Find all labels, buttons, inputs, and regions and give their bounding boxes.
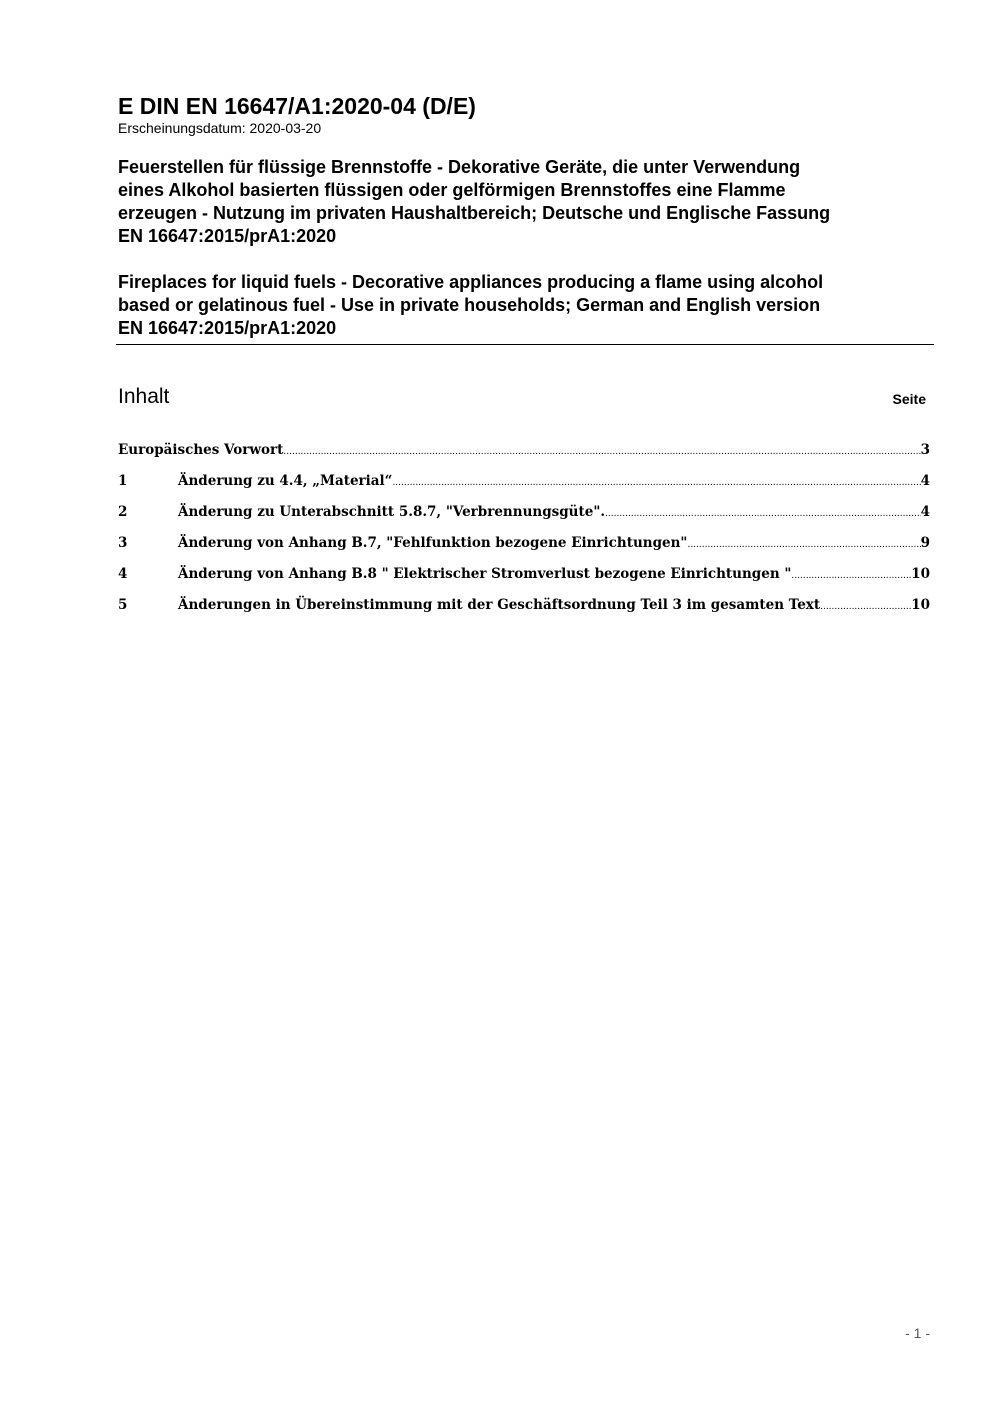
toc-dot-leader [392, 469, 920, 495]
toc-entry-title: Änderungen in Übereinstimmung mit der Geschäftsordnung Teil 3 im gesamten Text [178, 597, 821, 613]
toc-entry-number: 2 [118, 504, 128, 520]
toc-entry-title: Europäisches Vorwort [118, 442, 284, 458]
toc-entry-title: Änderung von Anhang B.8 " Elektrischer Stromverlust bezogene Einrichtungen " [178, 566, 792, 582]
toc-dot-leader [687, 531, 920, 557]
toc-entry-4[interactable] [118, 562, 930, 593]
toc-page-label: Seite [892, 391, 926, 407]
toc-entry-page: 9 [920, 535, 930, 551]
toc-entry-5[interactable] [118, 593, 930, 624]
header-divider [116, 344, 934, 345]
toc-entry-page: 4 [920, 504, 930, 520]
page-number: - 1 - [905, 1325, 930, 1341]
toc-entry-page: 3 [920, 442, 930, 458]
toc-dot-leader [820, 593, 911, 619]
toc-header [118, 384, 926, 412]
toc-heading: Inhalt [118, 385, 170, 408]
toc-entry-number: 4 [118, 566, 128, 582]
toc-dot-leader [605, 500, 921, 526]
toc-entry-2[interactable] [118, 500, 930, 531]
document-id: E DIN EN 16647/A1:2020-04 (D/E) [118, 93, 476, 119]
document-header [118, 92, 934, 340]
toc-dot-leader [791, 562, 911, 588]
publication-date: Erscheinungsdatum: 2020-03-20 [118, 120, 322, 136]
toc-entry-number: 5 [118, 597, 128, 613]
toc-entry-page: 10 [911, 566, 930, 582]
title-english: Fireplaces for liquid fuels - Decorative appliances producing a flame using alcohol based or gelatinous fuel - Use in private households; German and English version EN 16647:2015/prA1:2020 [118, 272, 824, 338]
toc-entry-number: 3 [118, 535, 128, 551]
toc-entry-1[interactable] [118, 469, 930, 500]
toc-entry-page: 4 [920, 473, 930, 489]
toc-entry-foreword[interactable] [118, 438, 930, 469]
toc-entry-title: Änderung von Anhang B.7, "Fehlfunktion bezogene Einrichtungen" [178, 535, 688, 551]
toc-entry-title: Änderung zu Unterabschnitt 5.8.7, "Verbrennungsgüte". [178, 504, 606, 520]
toc-entry-title: Änderung zu 4.4, „Material“ [178, 473, 393, 489]
title-german: Feuerstellen für flüssige Brennstoffe - Dekorative Geräte, die unter Verwendung eines Alkohol basierten flüssigen oder gelförmigen Brennstoffes eine Flamme erzeugen - Nutzung im privaten Haushaltbereich; Deutsche und Englische Fassung EN 16647:2015/prA1:2020 [118, 157, 831, 246]
toc-dot-leader [283, 438, 920, 464]
toc-entry-number: 1 [118, 473, 128, 489]
toc-entry-page: 10 [911, 597, 930, 613]
table-of-contents [118, 438, 930, 624]
toc-entry-3[interactable] [118, 531, 930, 562]
